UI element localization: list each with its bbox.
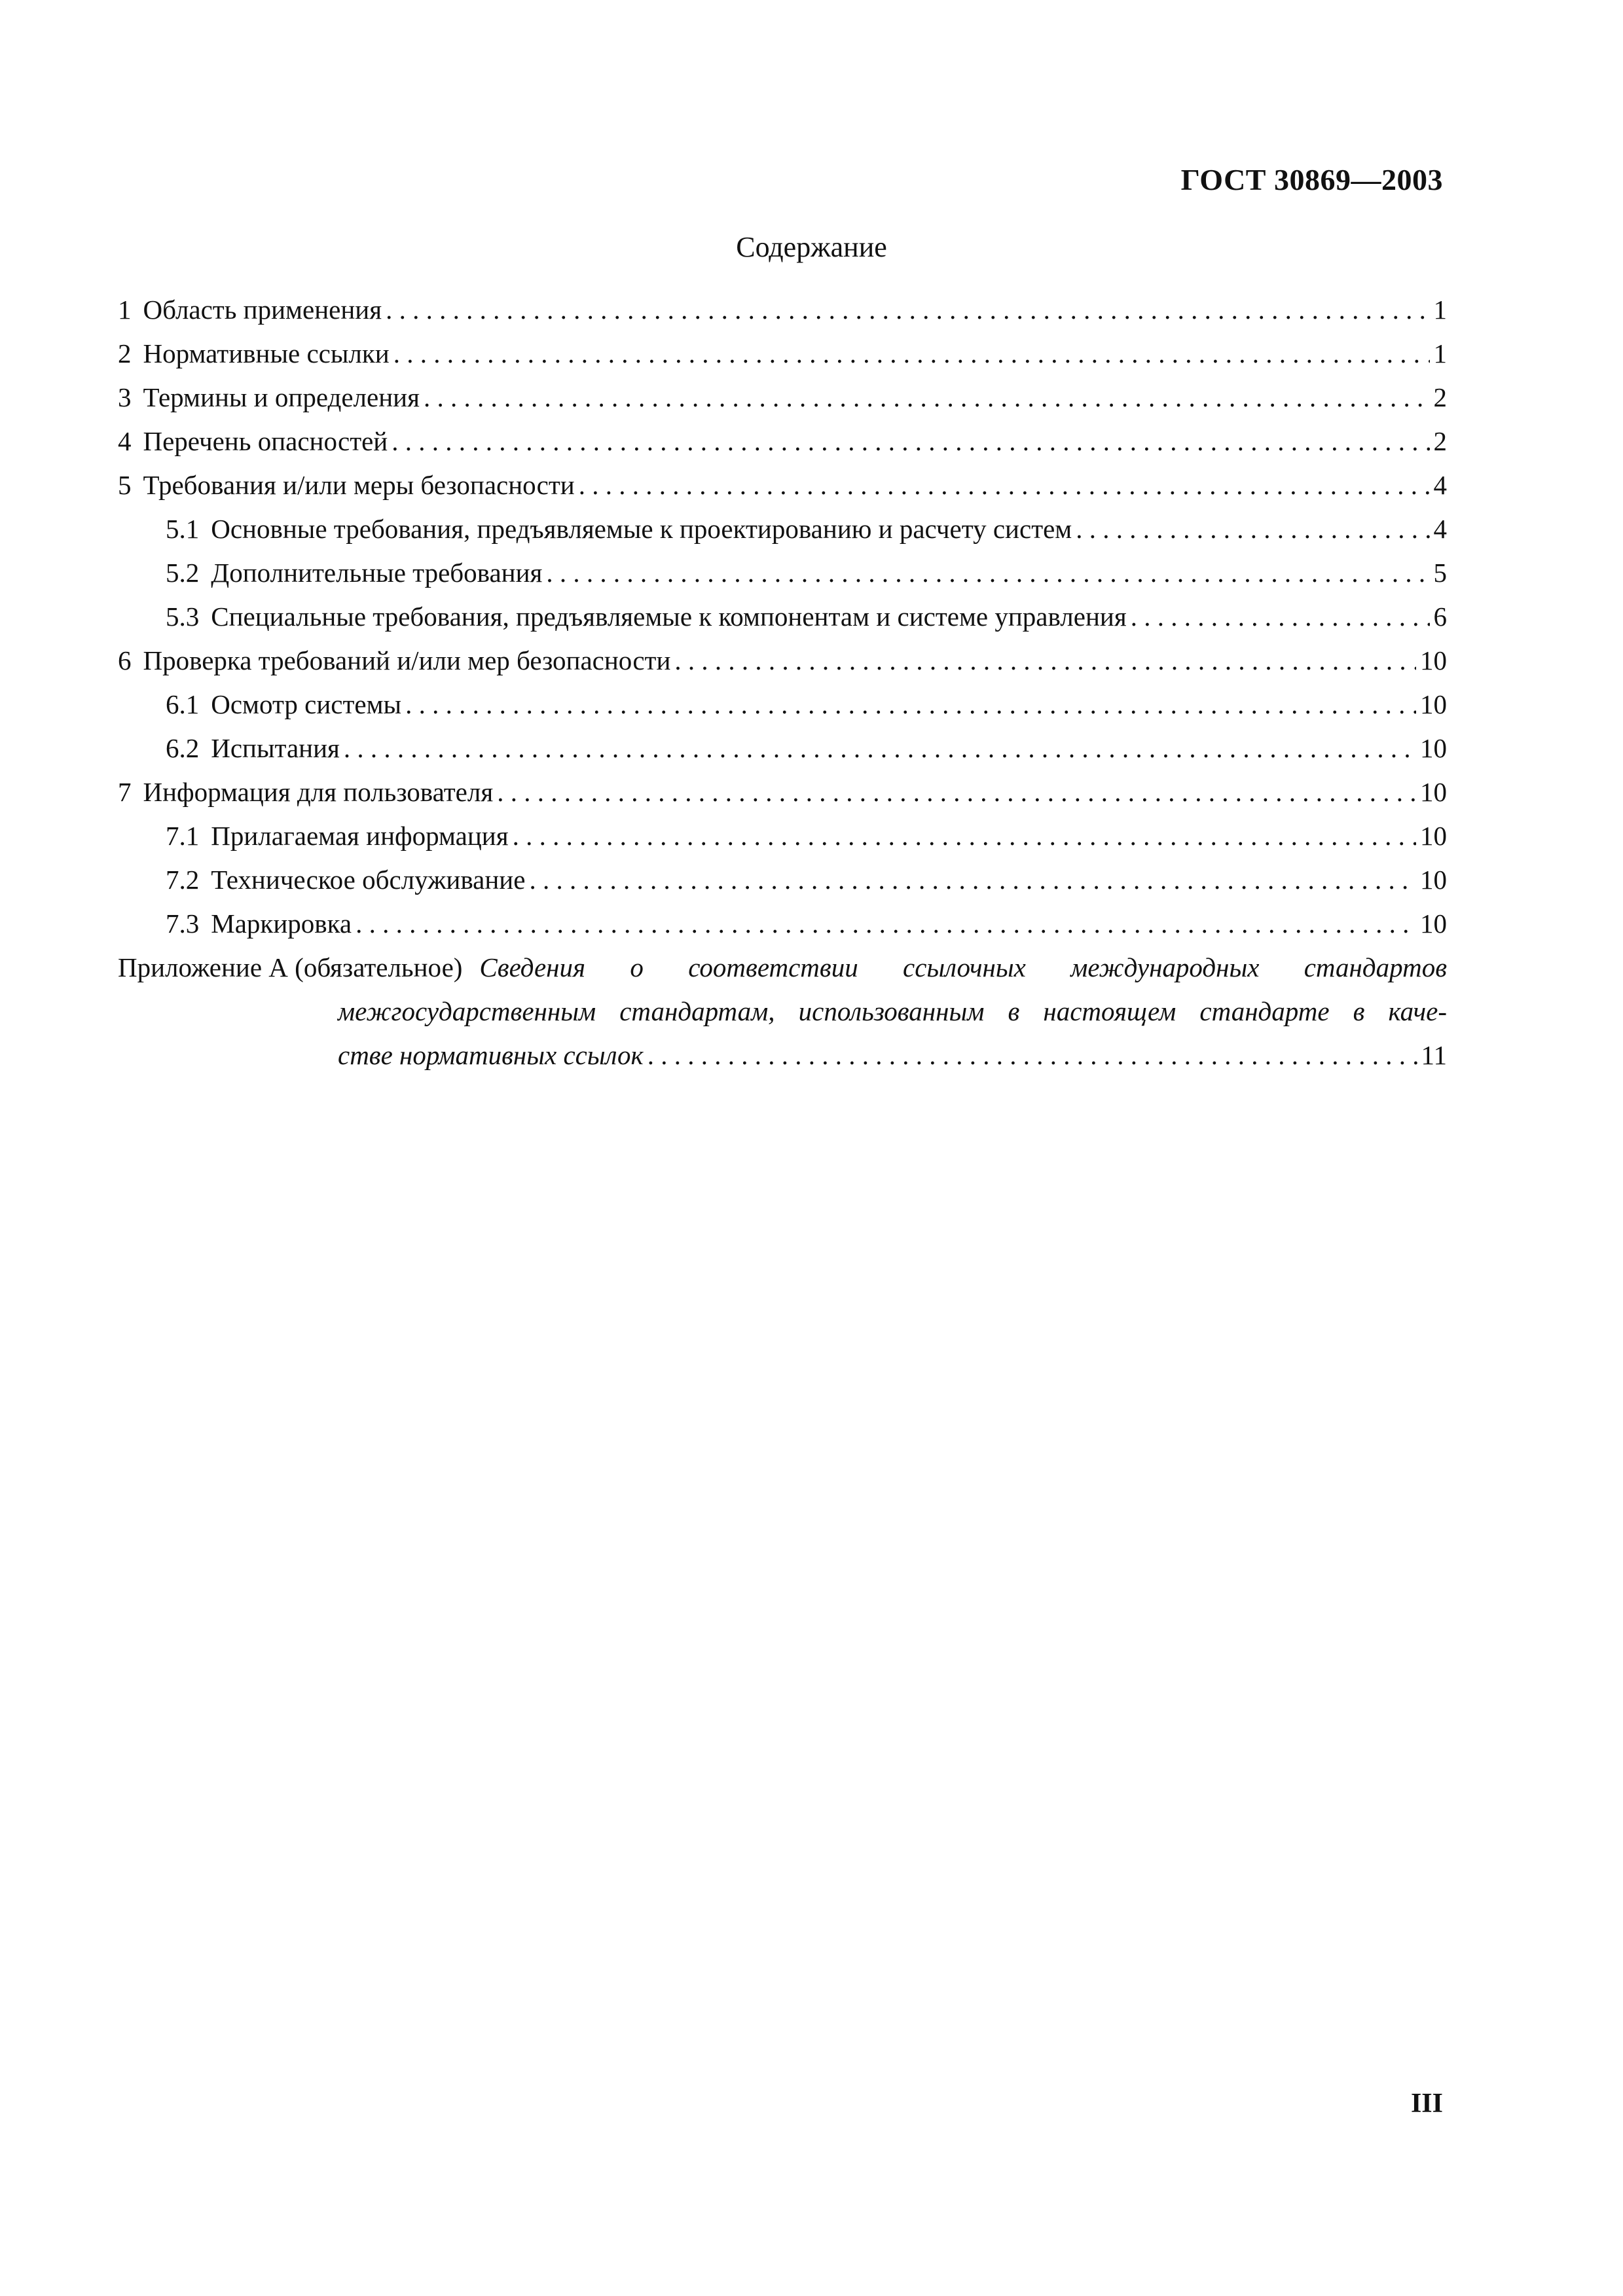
- toc-leader-dots: [497, 770, 1416, 814]
- toc-leader-dots: [356, 902, 1416, 946]
- appendix-title-line3: стве нормативных ссылок: [338, 1040, 644, 1070]
- toc-entry[interactable]: [118, 420, 1447, 463]
- toc-subentry[interactable]: [118, 902, 1447, 946]
- toc-entry-label: Требования и/или меры безопасности: [143, 470, 575, 500]
- toc-entry-number: 7.2: [166, 865, 200, 895]
- toc-title: Содержание: [736, 231, 887, 263]
- toc-leader-dots: [1131, 595, 1430, 639]
- toc-entry-label: Техническое обслуживание: [211, 865, 526, 895]
- toc-leader-dots: [546, 551, 1429, 595]
- toc-appendix-entry[interactable]: [118, 946, 1447, 1077]
- toc-entry-label: Осмотр системы: [211, 689, 402, 719]
- toc-entry-page: 10: [1420, 689, 1447, 719]
- toc-entry-number: 5: [118, 470, 132, 500]
- appendix-first-line: [118, 946, 1447, 990]
- toc-entry-page: 10: [1420, 908, 1447, 939]
- toc-leader-dots: [386, 288, 1429, 332]
- toc-entry[interactable]: [118, 463, 1447, 507]
- appendix-prefix: Приложение А (обязательное): [118, 952, 463, 982]
- page-number: III: [1410, 2089, 1443, 2119]
- toc-entry-label: Основные требования, предъявляемые к проектированию и расчету систем: [211, 514, 1072, 544]
- toc-entry-number: 5.2: [166, 558, 200, 588]
- toc-leader-dots: [579, 463, 1430, 507]
- toc-entry-page: 10: [1420, 865, 1447, 895]
- toc-leader-dots: [647, 1033, 1417, 1077]
- toc-subentry[interactable]: [118, 595, 1447, 639]
- toc-entry-label: Нормативные ссылки: [143, 338, 390, 368]
- toc-entry-page: 2: [1433, 426, 1447, 456]
- toc-entry-label: Специальные требования, предъявляемые к компонентам и системе управления: [211, 601, 1127, 632]
- toc-entry-number: 7.1: [166, 821, 200, 851]
- toc-entry-page: 10: [1420, 733, 1447, 763]
- toc-entry[interactable]: [118, 639, 1447, 683]
- toc-entry-page: 4: [1433, 470, 1447, 500]
- toc-entry-number: 5.3: [166, 601, 200, 632]
- toc-subentry[interactable]: [118, 683, 1447, 726]
- toc-entry-label: Испытания: [211, 733, 340, 763]
- toc-leader-dots: [344, 726, 1416, 770]
- toc-entry-label: Термины и определения: [143, 382, 420, 412]
- toc-leader-dots: [405, 683, 1416, 726]
- toc-entry-number: 6.1: [166, 689, 200, 719]
- toc-entry-page: 10: [1420, 777, 1447, 807]
- toc-entry-label: Информация для пользователя: [143, 777, 494, 807]
- appendix-title-line1: Сведения о соответствии ссылочных международных стандартов: [479, 952, 1447, 982]
- toc-entry-number: 5.1: [166, 514, 200, 544]
- appendix-last-line: [338, 1033, 1447, 1077]
- toc-entry[interactable]: [118, 288, 1447, 332]
- toc-entry[interactable]: [118, 770, 1447, 814]
- toc-entry-number: 4: [118, 426, 132, 456]
- toc-entry-label: Маркировка: [211, 908, 352, 939]
- table-of-contents: [118, 288, 1447, 1077]
- toc-entry-label: Перечень опасностей: [143, 426, 388, 456]
- toc-entry-page: 2: [1433, 382, 1447, 412]
- toc-leader-dots: [393, 332, 1430, 376]
- toc-entry-number: 2: [118, 338, 132, 368]
- toc-leader-dots: [1076, 507, 1429, 551]
- toc-entry-label: Область применения: [143, 295, 382, 325]
- toc-entry-number: 7: [118, 777, 132, 807]
- document-code: ГОСТ 30869—2003: [1180, 163, 1443, 196]
- toc-subentry[interactable]: [118, 551, 1447, 595]
- toc-entry[interactable]: [118, 376, 1447, 420]
- toc-leader-dots: [392, 420, 1429, 463]
- toc-entry-number: 3: [118, 382, 132, 412]
- toc-entry-page: 5: [1433, 558, 1447, 588]
- toc-entry-number: 7.3: [166, 908, 200, 939]
- toc-entry-page: 10: [1420, 645, 1447, 675]
- toc-entry[interactable]: [118, 332, 1447, 376]
- toc-entry-label: Проверка требований и/или мер безопасности: [143, 645, 671, 675]
- appendix-continuation: [118, 990, 1447, 1077]
- toc-subentry[interactable]: [118, 814, 1447, 858]
- toc-subentry[interactable]: [118, 858, 1447, 902]
- toc-entry-page: 1: [1433, 338, 1447, 368]
- toc-entry-page: 11: [1421, 1040, 1447, 1070]
- toc-entry-label: Дополнительные требования: [211, 558, 543, 588]
- toc-entry-page: 6: [1433, 601, 1447, 632]
- toc-entry-label: Прилагаемая информация: [211, 821, 509, 851]
- toc-subentry[interactable]: [118, 726, 1447, 770]
- toc-entry-page: 10: [1420, 821, 1447, 851]
- toc-entry-page: 1: [1433, 295, 1447, 325]
- toc-entry-number: 6.2: [166, 733, 200, 763]
- toc-entry-page: 4: [1433, 514, 1447, 544]
- toc-leader-dots: [529, 858, 1416, 902]
- toc-leader-dots: [513, 814, 1416, 858]
- appendix-title-line2: межгосударственным стандартам, использованным в настоящем стандарте в каче-: [338, 996, 1447, 1026]
- toc-leader-dots: [674, 639, 1416, 683]
- toc-entry-number: 6: [118, 645, 132, 675]
- toc-entry-number: 1: [118, 295, 132, 325]
- toc-leader-dots: [424, 376, 1430, 420]
- toc-subentry[interactable]: [118, 507, 1447, 551]
